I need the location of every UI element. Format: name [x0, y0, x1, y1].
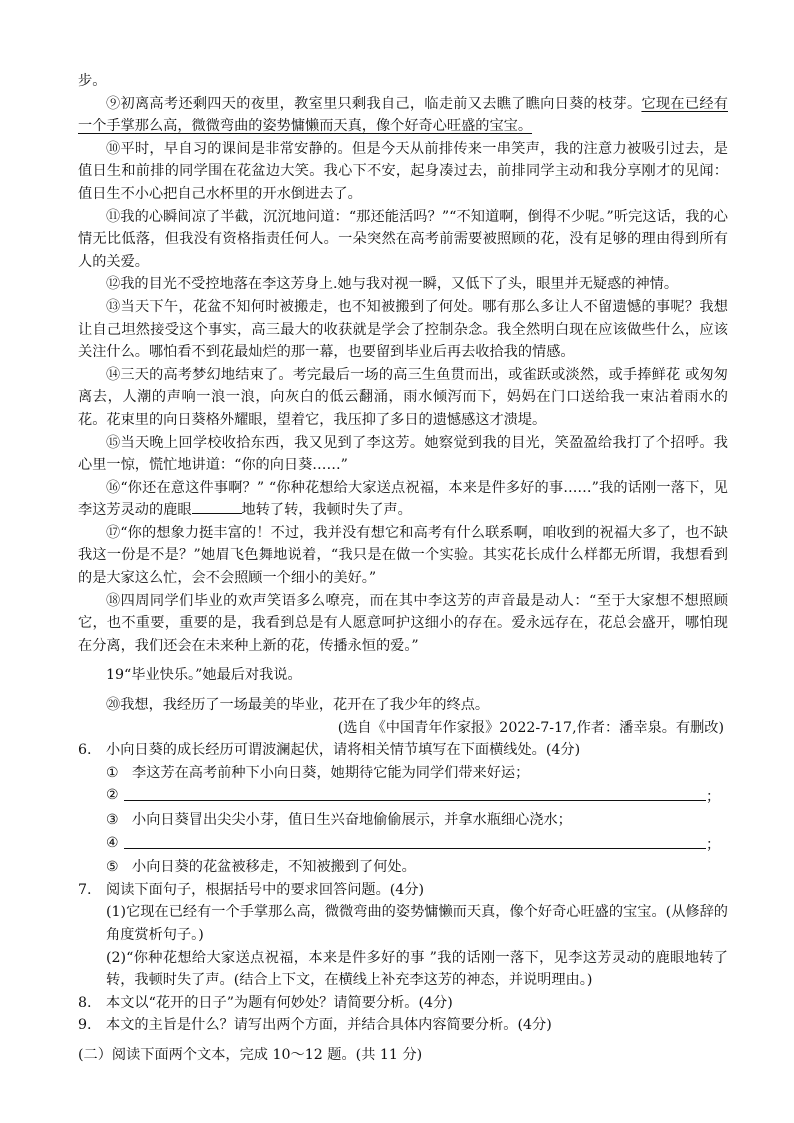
paragraph-10: ⑩平时，早自习的课间是非常安静的。但是今天从前排传来一串笑声，我的注意力被吸引过去，是值日生和前排的同学围在花盆边大笑。我心下不安，起身凑过去，前排同学主动和我分享刚才的见闻：值日生不小心把自己水杯里的开水倒进去了。 [78, 140, 728, 202]
question-8-number: 8. [78, 994, 92, 1011]
paragraph-20: ⑳我想，我经历了一场最美的毕业，花开在了我少年的终点。 [106, 697, 490, 714]
question-6-item-4[interactable]: ④ ； [106, 832, 728, 857]
question-7-part-1: (1)它现在已经有一个手掌那么高，微微弯曲的姿势慵懒而天真，像个好奇心旺盛的宝宝。(从修辞的角度赏析句子。) [106, 904, 728, 943]
exam-page [78, 70, 728, 1067]
passage-source: (选自《中国青年作家报》2022-7-17,作者：潘幸泉。有删改) [337, 719, 724, 736]
paragraph-16-text-a: ⑯“你还在意这件事啊？” “你种花想给大家送点祝福，本来是件多好的事……”我的话刚一落下，见李这芳灵动的鹿眼 [78, 479, 728, 519]
question-7 [78, 879, 728, 992]
question-6-text: 小向日葵的成长经历可谓波澜起伏，请将相关情节填写在下面横线处。(4分) [106, 742, 581, 759]
question-6-item-2[interactable]: ② ； [106, 784, 728, 809]
passage-intro: 步。 [78, 73, 107, 89]
question-7-text: 阅读下面句子，根据括号中的要求回答问题。(4分) [106, 881, 425, 898]
paragraph-9 [78, 93, 728, 138]
paragraph-15: ⑮当天晚上回学校收拾东西，我又见到了李这芳。她察觉到我的目光，笑盈盈给我打了个招呼。我心里一惊，慌忙地讲道：“你的向日葵……” [78, 434, 728, 474]
paragraph-13: ⑬当天下午，花盆不知何时被搬走，也不知被搬到了何处。哪有那么多让人不留遗憾的事呢？我想让自己坦然接受这个事实，高三最大的收获就是学会了控制杂念。我全然明白现在应该做些什么，应该关注什么。哪怕看不到花最灿烂的那一幕，也要留到毕业后再去收拾我的情感。 [78, 298, 728, 361]
paragraph-11: ⑪我的心瞬间凉了半截，沉沉地问道：“那还能活吗？”“不知道啊，倒得不少呢。”听完这话，我的心情无比低落，但我没有资格指责任何人。一朵突然在高考前需要被照顾的花，没有足够的理由得到所有人的关爱。 [78, 208, 728, 270]
fill-blank [192, 499, 242, 514]
section-2-heading: (二）阅读下面两个文本，完成 10～12 题。(共 11 分) [78, 1046, 423, 1063]
answer-line[interactable] [124, 832, 706, 849]
question-6-number: 6. [78, 742, 92, 759]
underlined-sentence: 它现在已经有一个手掌那么高，微微弯曲的姿势慵懒而天真，像个好奇心旺盛的宝宝。 [78, 95, 728, 135]
question-6-item-1: ① 李这芳在高考前种下小向日葵，她期待它能为同学们带来好运； [106, 764, 530, 781]
paragraph-18: ⑱四周同学们毕业的欢声笑语多么嘹亮，而在其中李这芳的声音最是动人：“至于大家想不想照顾它，也不重要，重要的是，我看到总是有人愿意呵护这细小的存在。爱永远存在，花总会盛开，哪怕现在分离，我们还会在未来种上新的花，传播永恒的爱。” [78, 592, 728, 654]
answer-line[interactable] [124, 784, 706, 801]
question-6-item-5: ⑤ 小向日葵的花盆被移走，不知被搬到了何处。 [106, 859, 416, 876]
paragraph-16-text-b: 地转了转，我顿时失了声。 [241, 502, 412, 519]
paragraph-19: 19“毕业快乐。”她最后对我说。 [106, 667, 302, 684]
paragraph-9-text: ⑨初离高考还剩四天的夜里，教室里只剩我自己，临走前又去瞧了瞧向日葵的枝芽。 [106, 95, 642, 112]
question-8-text: 本文以“花开的日子”为题有何妙处？请简要分析。(4分) [106, 994, 453, 1011]
question-7-part-2: (2)“你种花想给大家送点祝福，本来是件多好的事 ”我的话刚一落下，见李这芳灵动的鹿眼地转了转，我顿时失了声。(结合上下文，在横线上补充李这芳的神态，并说明理由。) [106, 949, 728, 989]
question-8 [78, 992, 728, 1015]
question-6-item-3: ③ 小向日葵冒出尖尖小芽，值日生兴奋地偷偷展示，并拿水瓶细心浇水； [106, 812, 572, 828]
question-9-number: 9. [78, 1017, 92, 1034]
question-7-number: 7. [78, 881, 92, 898]
paragraph-14: ⑭三天的高考梦幻地结束了。考完最后一场的高三生鱼贯而出，或雀跃或淡然，或手捧鲜花 或匆匆离去，人潮的声响一浪一浪，向灰白的低云翻涌，雨水倾泻而下，妈妈在门口送给我一束沾着雨水的花。花束里的向日葵格外耀眼，望着它，我压抑了多日的遗憾感这才溃堤。 [78, 366, 728, 428]
paragraph-16 [78, 477, 728, 522]
question-9 [78, 1014, 728, 1037]
question-9-text: 本文的主旨是什么？请写出两个方面，并结合具体内容简要分析。(4分) [106, 1017, 552, 1034]
paragraph-12: ⑫我的目光不受控地落在李这芳身上.她与我对视一瞬，又低下了头，眼里并无疑惑的神情。 [106, 276, 679, 293]
paragraph-17: ⑰“你的想象力挺丰富的！不过，我并没有想它和高考有什么联系啊，咱收到的祝福大多了，也不缺我这一份是不是？”她眉飞色舞地说着，“我只是在做一个实验。其实花长成什么样都无所谓，我想看到的是大家这么忙，会不会照顾一个细小的美好。” [78, 524, 728, 587]
question-6 [78, 739, 728, 879]
